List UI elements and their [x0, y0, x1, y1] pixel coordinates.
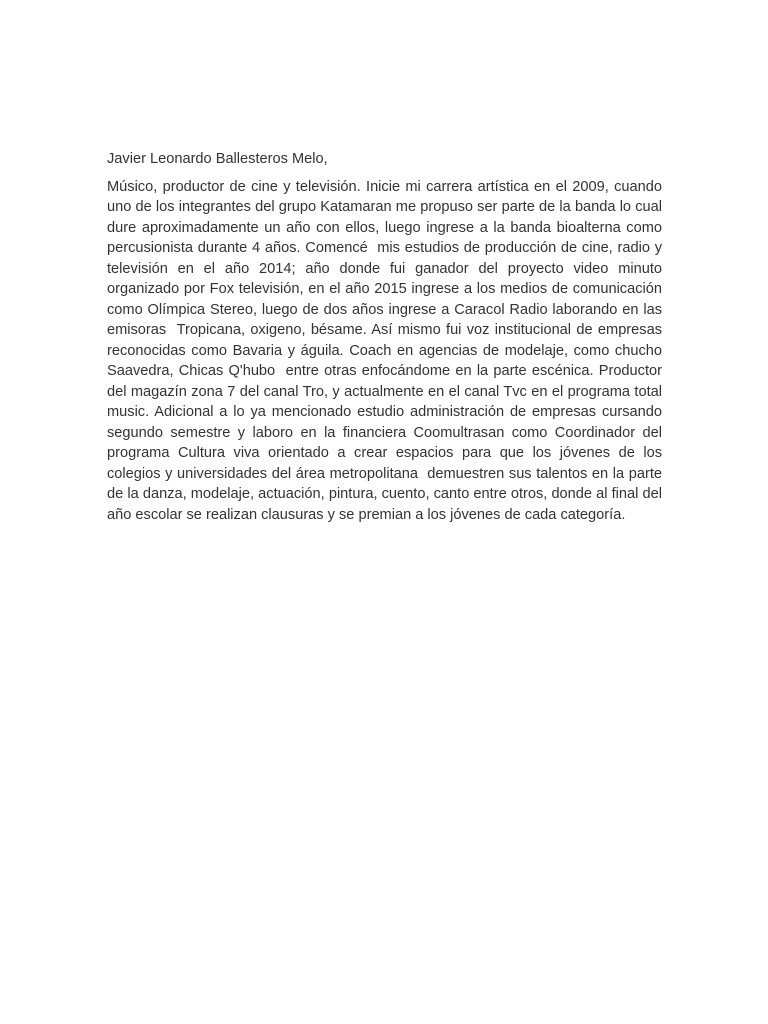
document-content	[107, 149, 667, 525]
document-paragraph: Músico, productor de cine y televisión. Inicie mi carrera artística en el 2009, cuando uno de los integrantes del grupo Katamaran me propuso ser parte de la banda lo cual dure aproximadamente un año con ellos, luego ingrese a la banda bioalterna como percusionista durante 4 años. Comencé mis estudios de producción de cine, radio y televisión en el año 2014; año donde fui ganador del proyecto video minuto organizado por Fox televisión, en el año 2015 ingrese a los medios de comunicación como Olímpica Stereo, luego de dos años ingrese a Caracol Radio laborando en las emisoras Tropicana, oxigeno, bésame. Así mismo fui voz institucional de empresas reconocidas como Bavaria y águila. Coach en agencias de modelaje, como chucho Saavedra, Chicas Q'hubo entre otras enfocándome en la parte escénica. Productor del magazín zona 7 del canal Tro, y actualmente en el canal Tvc en el programa total music. Adicional a lo ya mencionado estudio administración de empresas cursando segundo semestre y laboro en la financiera Coomultrasan como Coordinador del programa Cultura viva orientado a crear espacios para que los jóvenes de los colegios y universidades del área metropolitana demuestren sus talentos en la parte de la danza, modelaje, actuación, pintura, cuento, canto entre otros, donde al final del año escolar se realizan clausuras y se premian a los jóvenes de cada categoría.	[107, 178, 667, 523]
document-heading: Javier Leonardo Ballesteros Melo,	[107, 151, 328, 167]
